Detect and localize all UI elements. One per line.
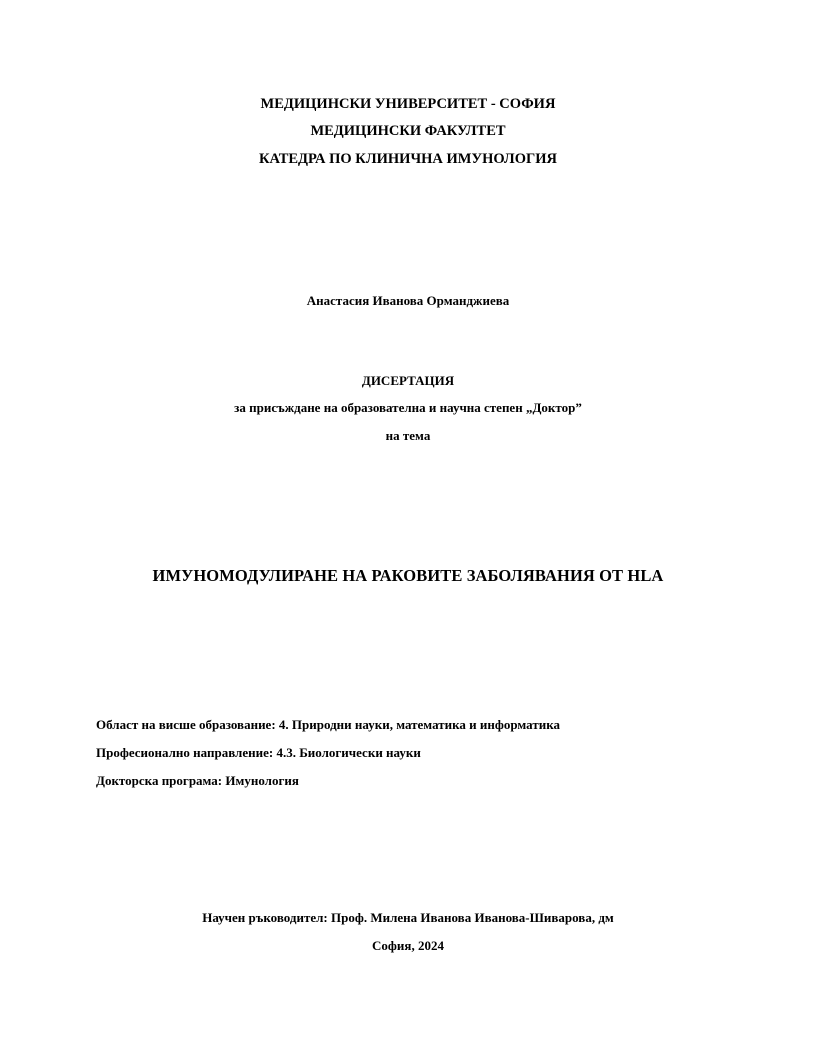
- dissertation-title: ИМУНОМОДУЛИРАНЕ НА РАКОВИТЕ ЗАБОЛЯВАНИЯ ОТ HLA: [152, 566, 664, 585]
- place-and-year: София, 2024: [372, 938, 444, 953]
- topic-label: на тема: [385, 428, 431, 443]
- faculty-name: МЕДИЦИНСКИ ФАКУЛТЕТ: [310, 123, 506, 139]
- professional-direction: Професионално направление: 4.3. Биологически науки: [96, 745, 421, 760]
- author-name: Анастасия Иванова Орманджиева: [306, 293, 510, 308]
- degree-purpose: за присъждане на образователна и научна степен „Доктор”: [234, 400, 582, 415]
- doctoral-program: Докторска програма: Имунология: [96, 773, 299, 788]
- university-name: МЕДИЦИНСКИ УНИВЕРСИТЕТ - СОФИЯ: [260, 96, 556, 112]
- department-name: КАТЕДРА ПО КЛИНИЧНА ИМУНОЛОГИЯ: [259, 151, 557, 167]
- dissertation-label: ДИСЕРТАЦИЯ: [361, 373, 455, 388]
- field-of-education: Област на висше образование: 4. Природни науки, математика и информатика: [96, 717, 560, 732]
- supervisor: Научен ръководител: Проф. Милена Иванова Иванова-Шиварова, дм: [202, 910, 614, 925]
